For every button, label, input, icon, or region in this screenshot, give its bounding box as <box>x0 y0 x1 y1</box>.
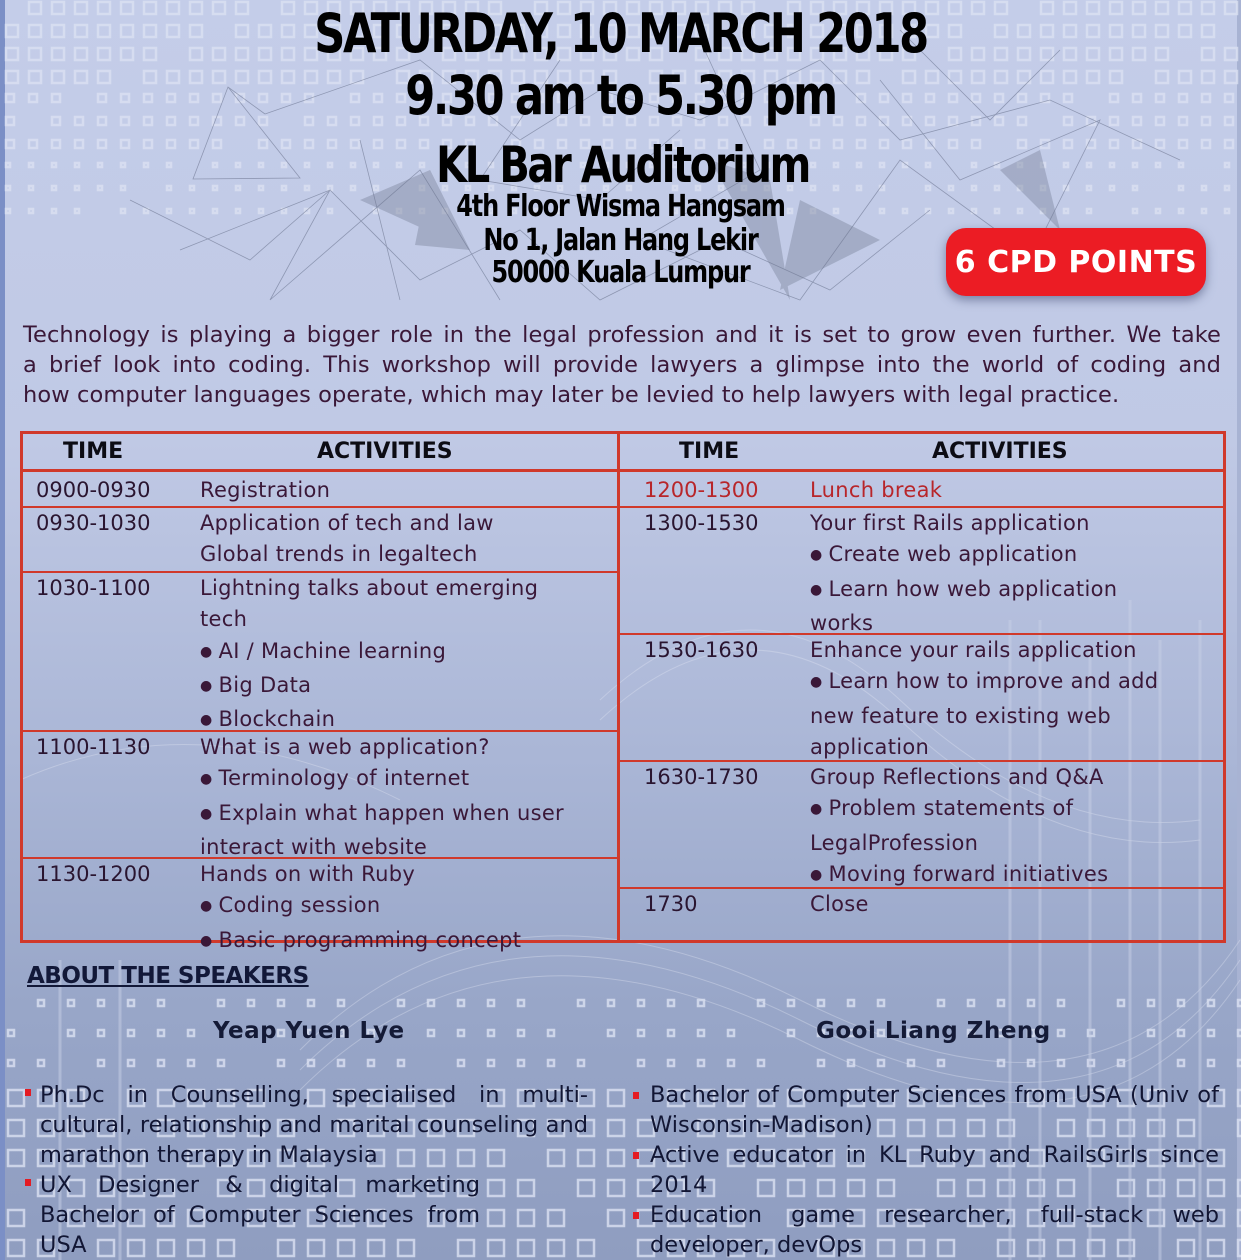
pattern-square <box>121 163 125 167</box>
activity-line: ● Learn how web application <box>810 574 1215 608</box>
left-edge-border <box>0 0 5 1260</box>
pattern-square <box>75 2 87 14</box>
pattern-square <box>52 94 60 102</box>
pattern-square <box>1225 71 1237 83</box>
activity-line: LegalProfession <box>810 830 979 855</box>
pattern-square <box>1156 140 1164 148</box>
pattern-square <box>8 1030 14 1036</box>
schedule-row <box>23 573 617 732</box>
pattern-square <box>1133 209 1137 213</box>
pattern-square <box>1202 71 1214 83</box>
pattern-square <box>1202 25 1214 37</box>
activity-line: application <box>810 734 930 759</box>
activity-line: Group Reflections and Q&A <box>810 765 1104 789</box>
bullet-square-icon <box>633 1212 639 1219</box>
activity-line: new feature to existing web <box>810 703 1111 728</box>
pattern-square <box>1133 25 1145 37</box>
pattern-square <box>728 1060 734 1066</box>
pattern-square <box>218 1060 224 1066</box>
speaker-bio-item: Active educator in KL Ruby and RailsGirls since 2014 <box>650 1140 1219 1200</box>
schedule-row <box>620 475 1223 508</box>
pattern-square <box>248 1000 254 1006</box>
schedule-row <box>620 762 1223 889</box>
pattern-square <box>1156 209 1160 213</box>
pattern-square <box>1028 1000 1034 1006</box>
activity-line: ● Coding session <box>200 890 609 924</box>
pattern-square <box>638 1030 644 1036</box>
pattern-square <box>98 1000 104 1006</box>
pattern-square <box>1225 186 1229 190</box>
pattern-square <box>1179 71 1191 83</box>
schedule-activity <box>810 508 1215 639</box>
pattern-square <box>818 1060 824 1066</box>
pattern-square <box>6 117 14 125</box>
pattern-square <box>1225 2 1237 14</box>
speaker-bio-item: Ph.Dc in Counselling, specialised in multi-cultural, relationship and marital counseling and marathon therapy in Malaysia <box>40 1080 588 1170</box>
pattern-square <box>608 1210 624 1226</box>
pattern-square <box>75 117 83 125</box>
pattern-square <box>98 1060 104 1066</box>
pattern-square <box>698 1030 704 1036</box>
pattern-square <box>75 163 79 167</box>
pattern-square <box>1133 163 1137 167</box>
schedule-activity <box>200 859 609 959</box>
pattern-square <box>818 1000 824 1006</box>
pattern-square <box>98 48 110 60</box>
pattern-square <box>8 1060 14 1066</box>
pattern-square <box>1148 1000 1154 1006</box>
schedule-row <box>620 635 1223 762</box>
intro-line: a brief look into coding. This workshop will provide lawyers a glimpse into the world of coding and <box>23 352 1221 378</box>
schedule-activity <box>200 508 609 571</box>
pattern-square <box>1179 2 1191 14</box>
intro-paragraph <box>23 320 1221 410</box>
pattern-square <box>398 1000 404 1006</box>
pattern-square <box>1156 71 1168 83</box>
activity-line: interact with website <box>200 834 428 859</box>
activity-line: ● Learn how to improve and add <box>810 666 1215 700</box>
pattern-square <box>458 1060 464 1066</box>
schedule-time: 1030-1100 <box>36 576 151 600</box>
pattern-square <box>98 117 106 125</box>
pattern-square <box>308 1060 314 1066</box>
pattern-square <box>158 1060 164 1066</box>
pattern-square <box>52 209 56 213</box>
pattern-square <box>788 1030 794 1036</box>
pattern-square <box>8 1090 24 1106</box>
pattern-square <box>1202 140 1210 148</box>
pattern-square <box>1179 25 1191 37</box>
pattern-square <box>698 1000 704 1006</box>
pattern-square <box>68 1030 74 1036</box>
pattern-square <box>1058 1000 1064 1006</box>
schedule-row <box>23 859 617 952</box>
pattern-square <box>52 2 64 14</box>
pattern-square <box>608 1000 614 1006</box>
schedule-time: 1530-1630 <box>644 638 759 662</box>
activity-line: Your first Rails application <box>810 511 1090 535</box>
pattern-square <box>75 48 87 60</box>
pattern-square <box>1179 209 1183 213</box>
activity-line: Application of tech and law <box>200 511 494 535</box>
pattern-square <box>968 1000 974 1006</box>
pattern-square <box>1058 1030 1064 1036</box>
pattern-square <box>998 1000 1004 1006</box>
pattern-square <box>548 1060 554 1066</box>
header-activities: ACTIVITIES <box>932 439 1068 464</box>
pattern-square <box>1156 25 1168 37</box>
speakers-heading: ABOUT THE SPEAKERS <box>27 963 309 989</box>
schedule-time: 1130-1200 <box>36 862 151 886</box>
pattern-square <box>1133 140 1141 148</box>
schedule-row <box>23 508 617 573</box>
activity-line: ● Blockchain <box>200 704 609 738</box>
pattern-square <box>1133 94 1141 102</box>
intro-line: Technology is playing a bigger role in the legal profession and it is set to grow even further. We take <box>23 322 1221 348</box>
pattern-square <box>758 1000 764 1006</box>
schedule-activity <box>810 889 1215 920</box>
pattern-square <box>1118 1000 1124 1006</box>
pattern-square <box>128 1030 134 1036</box>
pattern-square <box>52 117 60 125</box>
pattern-square <box>1208 1000 1214 1006</box>
pattern-square <box>8 1240 24 1256</box>
schedule-row <box>23 475 617 508</box>
pattern-square <box>788 1000 794 1006</box>
schedule-activity <box>810 475 1215 506</box>
pattern-square <box>98 94 106 102</box>
pattern-square <box>98 71 110 83</box>
pattern-square <box>75 25 87 37</box>
activity-line: ● Problem statements of <box>810 793 1215 827</box>
pattern-square <box>1133 48 1145 60</box>
bullet-square-icon <box>633 1152 639 1159</box>
pattern-square <box>188 1030 194 1036</box>
pattern-square <box>38 1060 44 1066</box>
pattern-square <box>1179 94 1187 102</box>
schedule-morning <box>23 434 620 952</box>
speaker-bio-list <box>40 1080 588 1260</box>
pattern-square <box>75 186 79 190</box>
speaker-bio-item: Education game researcher, full-stack web developer, devOps <box>650 1200 1219 1260</box>
speaker-bio-list <box>650 1080 1219 1260</box>
pattern-square <box>1202 209 1206 213</box>
pattern-square <box>1088 1030 1094 1036</box>
right-edge-border <box>1237 0 1241 1260</box>
pattern-square <box>1202 94 1210 102</box>
header-time: TIME <box>63 439 124 464</box>
pattern-square <box>278 1000 284 1006</box>
pattern-square <box>998 1060 1004 1066</box>
pattern-square <box>128 1060 134 1066</box>
activity-line: Lightning talks about emerging <box>200 576 539 600</box>
schedule-time: 0900-0930 <box>36 478 151 502</box>
pattern-square <box>848 1000 854 1006</box>
pattern-square <box>29 2 41 14</box>
pattern-square <box>1208 1030 1214 1036</box>
pattern-square <box>488 1000 494 1006</box>
pattern-square <box>29 186 33 190</box>
schedule-time: 0930-1030 <box>36 511 151 535</box>
pattern-square <box>52 48 64 60</box>
pattern-square <box>848 1060 854 1066</box>
speaker-name: Gooi Liang Zheng <box>816 1018 1051 1044</box>
pattern-square <box>128 1000 134 1006</box>
schedule-activity <box>200 573 609 738</box>
event-date: SATURDAY, 10 MARCH 2018 <box>314 2 927 65</box>
pattern-square <box>1179 140 1187 148</box>
pattern-square <box>75 71 87 83</box>
pattern-square <box>518 1030 524 1036</box>
intro-line: how computer languages operate, which may later be levied to help lawyers with legal practice. <box>23 382 1120 408</box>
pattern-square <box>1225 117 1233 125</box>
bullet-square-icon <box>633 1092 639 1099</box>
pattern-square <box>6 25 18 37</box>
activity-line: ● Terminology of internet <box>200 763 609 797</box>
schedule-time: 1200-1300 <box>644 478 759 502</box>
pattern-square <box>1088 1060 1094 1066</box>
header-time: TIME <box>679 439 740 464</box>
activity-line: ● AI / Machine learning <box>200 636 609 670</box>
pattern-square <box>1133 186 1137 190</box>
activity-line: ● Basic programming concept <box>200 925 609 959</box>
bullet-square-icon <box>25 1179 31 1186</box>
pattern-square <box>52 25 64 37</box>
pattern-square <box>75 209 79 213</box>
schedule-time: 1630-1730 <box>644 765 759 789</box>
pattern-square <box>578 1000 584 1006</box>
pattern-square <box>6 94 14 102</box>
pattern-square <box>338 1060 344 1066</box>
pattern-square <box>1202 117 1210 125</box>
pattern-square <box>908 1060 914 1066</box>
schedule-header <box>620 434 1223 472</box>
pattern-square <box>638 1060 644 1066</box>
activity-line: Registration <box>200 478 331 502</box>
pattern-square <box>6 163 10 167</box>
pattern-square <box>98 2 110 14</box>
pattern-square <box>1225 94 1233 102</box>
pattern-square <box>608 1030 614 1036</box>
pattern-square <box>1058 1060 1064 1066</box>
pattern-square <box>1225 48 1237 60</box>
pattern-square <box>488 1060 494 1066</box>
pattern-square <box>668 1060 674 1066</box>
pattern-square <box>428 1000 434 1006</box>
pattern-square <box>668 1030 674 1036</box>
pattern-square <box>608 1120 624 1136</box>
pattern-square <box>52 163 56 167</box>
pattern-square <box>1133 2 1145 14</box>
pattern-square <box>1202 2 1214 14</box>
speaker-bio-item: Bachelor of Computer Sciences from USA (Univ of Wisconsin-Madison) <box>650 1080 1219 1140</box>
schedule-activity <box>810 762 1215 893</box>
pattern-square <box>158 1030 164 1036</box>
pattern-square <box>608 1180 624 1196</box>
activity-line: Close <box>810 892 869 916</box>
pattern-square <box>518 1060 524 1066</box>
schedule-activity <box>810 635 1215 763</box>
pattern-square <box>29 48 41 60</box>
pattern-square <box>1178 1030 1184 1036</box>
activity-line: works <box>810 610 874 635</box>
pattern-square <box>188 1060 194 1066</box>
pattern-square <box>29 71 41 83</box>
event-venue: KL Bar Auditorium <box>436 136 809 194</box>
pattern-square <box>1148 1030 1154 1036</box>
pattern-square <box>338 1000 344 1006</box>
pattern-square <box>52 186 56 190</box>
activity-line: tech <box>200 607 248 632</box>
pattern-square <box>6 48 18 60</box>
pattern-square <box>1133 117 1141 125</box>
event-address-line: 50000 Kuala Lumpur <box>491 255 750 290</box>
activity-line: ● Explain what happen when user <box>200 798 609 832</box>
pattern-square <box>8 1150 24 1166</box>
pattern-square <box>98 25 110 37</box>
pattern-square <box>758 1060 764 1066</box>
pattern-square <box>1028 1060 1034 1066</box>
pattern-square <box>29 163 33 167</box>
pattern-square <box>8 1120 24 1136</box>
activity-line: Global trends in legaltech <box>200 542 478 567</box>
pattern-square <box>52 71 64 83</box>
pattern-square <box>1225 163 1229 167</box>
schedule-activity <box>200 732 609 863</box>
pattern-square <box>1179 163 1183 167</box>
pattern-square <box>488 1030 494 1036</box>
pattern-square <box>29 209 33 213</box>
pattern-square <box>878 1060 884 1066</box>
header-activities: ACTIVITIES <box>317 439 453 464</box>
pattern-square <box>458 1000 464 1006</box>
pattern-square <box>1202 186 1206 190</box>
pattern-square <box>1178 1000 1184 1006</box>
pattern-square <box>428 1030 434 1036</box>
pattern-square <box>698 1060 704 1066</box>
pattern-square <box>98 140 106 148</box>
pattern-square <box>668 1000 674 1006</box>
pattern-square <box>1118 1060 1124 1066</box>
pattern-square <box>68 1000 74 1006</box>
schedule-header <box>23 434 617 472</box>
schedule-time: 1300-1530 <box>644 511 759 535</box>
pattern-square <box>608 1150 624 1166</box>
event-time: 9.30 am to 5.30 pm <box>405 64 836 127</box>
pattern-square <box>6 71 18 83</box>
pattern-square <box>608 1090 624 1106</box>
pattern-square <box>29 25 41 37</box>
schedule-table <box>20 431 1226 952</box>
pattern-square <box>218 1000 224 1006</box>
pattern-square <box>38 1000 44 1006</box>
activity-line: Hands on with Ruby <box>200 862 416 886</box>
pattern-square <box>878 1000 884 1006</box>
pattern-square <box>368 1060 374 1066</box>
pattern-square <box>1156 48 1168 60</box>
pattern-square <box>308 1000 314 1006</box>
pattern-square <box>278 1060 284 1066</box>
event-address-line: 4th Floor Wisma Hangsam <box>456 189 785 224</box>
pattern-square <box>578 1060 584 1066</box>
pattern-square <box>1225 140 1233 148</box>
schedule-row <box>620 889 1223 940</box>
pattern-square <box>98 186 102 190</box>
schedule-row <box>23 732 617 859</box>
schedule-afternoon <box>620 434 1223 940</box>
schedule-row <box>620 508 1223 635</box>
pattern-square <box>1156 117 1164 125</box>
activity-line: ● Big Data <box>200 670 609 704</box>
pattern-square <box>75 140 83 148</box>
pattern-square <box>98 163 102 167</box>
pattern-square <box>458 1030 464 1036</box>
pattern-square <box>518 1000 524 1006</box>
pattern-square <box>398 1060 404 1066</box>
activity-line: What is a web application? <box>200 735 490 759</box>
activity-line: ● Moving forward initiatives <box>810 859 1215 893</box>
pattern-square <box>1156 2 1168 14</box>
event-address-line: No 1, Jalan Hang Lekir <box>483 223 758 258</box>
activity-line: Enhance your rails application <box>810 638 1137 662</box>
pattern-square <box>158 1000 164 1006</box>
schedule-time: 1100-1130 <box>36 735 151 759</box>
pattern-square <box>98 1030 104 1036</box>
pattern-square <box>6 186 10 190</box>
pattern-square <box>8 1210 24 1226</box>
pattern-square <box>548 1030 554 1036</box>
pattern-square <box>1179 186 1183 190</box>
pattern-square <box>29 140 37 148</box>
pattern-square <box>1156 163 1160 167</box>
bullet-square-icon <box>25 1089 31 1096</box>
pattern-square <box>728 1030 734 1036</box>
pattern-square <box>938 1060 944 1066</box>
activity-line: Lunch break <box>810 478 943 502</box>
pattern-square <box>1202 48 1214 60</box>
pattern-square <box>6 209 10 213</box>
pattern-square <box>52 140 60 148</box>
cpd-points-badge: 6 CPD POINTS <box>946 228 1206 296</box>
speaker-bio-item: UX Designer & digital marketing Bachelor of Computer Sciences from USA <box>40 1170 588 1260</box>
pattern-square <box>29 94 37 102</box>
pattern-square <box>1179 117 1187 125</box>
pattern-square <box>638 1000 644 1006</box>
pattern-square <box>1178 1060 1184 1066</box>
schedule-time: 1730 <box>644 892 698 916</box>
pattern-square <box>1208 1060 1214 1066</box>
schedule-activity <box>200 475 609 506</box>
pattern-square <box>938 1000 944 1006</box>
pattern-square <box>6 140 14 148</box>
speaker-name: Yeap Yuen Lye <box>213 1018 405 1044</box>
activity-line: ● Create web application <box>810 539 1215 573</box>
pattern-square <box>1225 209 1229 213</box>
pattern-square <box>1156 94 1164 102</box>
